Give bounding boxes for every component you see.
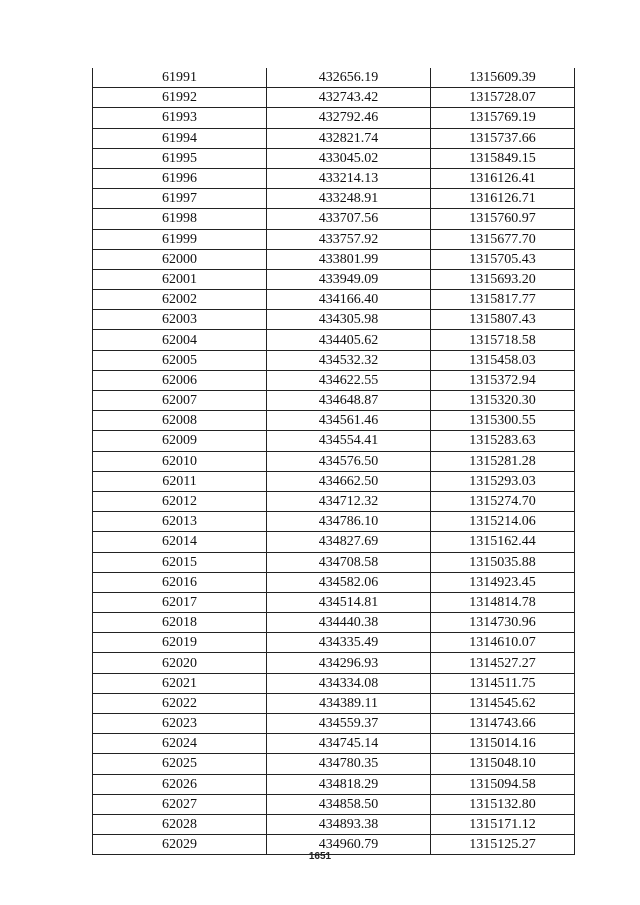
x-coordinate-cell: 434582.06 [267, 572, 431, 592]
table-row [93, 572, 575, 592]
point-id-cell: 62019 [93, 633, 267, 653]
point-id-cell: 62002 [93, 290, 267, 310]
y-coordinate-cell: 1315760.97 [431, 209, 575, 229]
y-coordinate-cell: 1314814.78 [431, 592, 575, 612]
y-coordinate-cell: 1315817.77 [431, 290, 575, 310]
point-id-cell: 61993 [93, 108, 267, 128]
x-coordinate-cell: 433248.91 [267, 189, 431, 209]
point-id-cell: 62028 [93, 814, 267, 834]
table-row [93, 330, 575, 350]
table-row [93, 754, 575, 774]
table-row [93, 613, 575, 633]
y-coordinate-cell: 1314545.62 [431, 693, 575, 713]
table-row [93, 411, 575, 431]
table-row [93, 491, 575, 511]
page-number: 1651 [308, 851, 332, 862]
x-coordinate-cell: 434561.46 [267, 411, 431, 431]
y-coordinate-cell: 1315300.55 [431, 411, 575, 431]
x-coordinate-cell: 432656.19 [267, 68, 431, 88]
x-coordinate-cell: 434389.11 [267, 693, 431, 713]
y-coordinate-cell: 1315372.94 [431, 370, 575, 390]
table-row [93, 391, 575, 411]
y-coordinate-cell: 1315048.10 [431, 754, 575, 774]
y-coordinate-cell: 1316126.71 [431, 189, 575, 209]
y-coordinate-cell: 1315171.12 [431, 814, 575, 834]
table-row [93, 88, 575, 108]
y-coordinate-cell: 1315320.30 [431, 391, 575, 411]
point-id-cell: 62005 [93, 350, 267, 370]
x-coordinate-cell: 434334.08 [267, 673, 431, 693]
y-coordinate-cell: 1315737.66 [431, 128, 575, 148]
y-coordinate-cell: 1314923.45 [431, 572, 575, 592]
table-row [93, 552, 575, 572]
y-coordinate-cell: 1315807.43 [431, 310, 575, 330]
coordinate-table [92, 68, 575, 855]
table-row [93, 774, 575, 794]
table-row [93, 714, 575, 734]
point-id-cell: 61994 [93, 128, 267, 148]
x-coordinate-cell: 434786.10 [267, 512, 431, 532]
point-id-cell: 61995 [93, 148, 267, 168]
y-coordinate-cell: 1315274.70 [431, 491, 575, 511]
x-coordinate-cell: 434662.50 [267, 471, 431, 491]
x-coordinate-cell: 434305.98 [267, 310, 431, 330]
point-id-cell: 61999 [93, 229, 267, 249]
x-coordinate-cell: 432743.42 [267, 88, 431, 108]
point-id-cell: 62021 [93, 673, 267, 693]
point-id-cell: 62013 [93, 512, 267, 532]
table-row [93, 229, 575, 249]
x-coordinate-cell: 434827.69 [267, 532, 431, 552]
point-id-cell: 62008 [93, 411, 267, 431]
y-coordinate-cell: 1315132.80 [431, 794, 575, 814]
table-row [93, 431, 575, 451]
y-coordinate-cell: 1315693.20 [431, 269, 575, 289]
y-coordinate-cell: 1315769.19 [431, 108, 575, 128]
y-coordinate-cell: 1315094.58 [431, 774, 575, 794]
x-coordinate-cell: 434559.37 [267, 714, 431, 734]
point-id-cell: 62003 [93, 310, 267, 330]
x-coordinate-cell: 434532.32 [267, 350, 431, 370]
y-coordinate-cell: 1315283.63 [431, 431, 575, 451]
point-id-cell: 62017 [93, 592, 267, 612]
point-id-cell: 62015 [93, 552, 267, 572]
x-coordinate-cell: 433214.13 [267, 168, 431, 188]
x-coordinate-cell: 434166.40 [267, 290, 431, 310]
x-coordinate-cell: 434858.50 [267, 794, 431, 814]
y-coordinate-cell: 1315035.88 [431, 552, 575, 572]
table-row [93, 249, 575, 269]
point-id-cell: 62009 [93, 431, 267, 451]
table-row [93, 189, 575, 209]
x-coordinate-cell: 433757.92 [267, 229, 431, 249]
point-id-cell: 61998 [93, 209, 267, 229]
coordinate-table-body [93, 68, 575, 855]
point-id-cell: 62020 [93, 653, 267, 673]
x-coordinate-cell: 434335.49 [267, 633, 431, 653]
table-row [93, 68, 575, 88]
table-row [93, 592, 575, 612]
point-id-cell: 62006 [93, 370, 267, 390]
x-coordinate-cell: 434440.38 [267, 613, 431, 633]
x-coordinate-cell: 433949.09 [267, 269, 431, 289]
table-row [93, 673, 575, 693]
x-coordinate-cell: 434818.29 [267, 774, 431, 794]
y-coordinate-cell: 1315293.03 [431, 471, 575, 491]
table-row [93, 209, 575, 229]
x-coordinate-cell: 432792.46 [267, 108, 431, 128]
point-id-cell: 62007 [93, 391, 267, 411]
x-coordinate-cell: 434296.93 [267, 653, 431, 673]
table-row [93, 168, 575, 188]
table-row [93, 451, 575, 471]
point-id-cell: 62026 [93, 774, 267, 794]
y-coordinate-cell: 1314527.27 [431, 653, 575, 673]
y-coordinate-cell: 1314610.07 [431, 633, 575, 653]
table-row [93, 734, 575, 754]
point-id-cell: 62000 [93, 249, 267, 269]
x-coordinate-cell: 434893.38 [267, 814, 431, 834]
y-coordinate-cell: 1316126.41 [431, 168, 575, 188]
point-id-cell: 61991 [93, 68, 267, 88]
point-id-cell: 62010 [93, 451, 267, 471]
x-coordinate-cell: 434745.14 [267, 734, 431, 754]
y-coordinate-cell: 1315849.15 [431, 148, 575, 168]
y-coordinate-cell: 1315014.16 [431, 734, 575, 754]
y-coordinate-cell: 1314743.66 [431, 714, 575, 734]
point-id-cell: 61996 [93, 168, 267, 188]
table-row [93, 290, 575, 310]
x-coordinate-cell: 434405.62 [267, 330, 431, 350]
point-id-cell: 61997 [93, 189, 267, 209]
table-row [93, 128, 575, 148]
table-row [93, 350, 575, 370]
point-id-cell: 62022 [93, 693, 267, 713]
x-coordinate-cell: 434554.41 [267, 431, 431, 451]
y-coordinate-cell: 1314730.96 [431, 613, 575, 633]
y-coordinate-cell: 1315214.06 [431, 512, 575, 532]
point-id-cell: 62001 [93, 269, 267, 289]
x-coordinate-cell: 434708.58 [267, 552, 431, 572]
point-id-cell: 62016 [93, 572, 267, 592]
x-coordinate-cell: 432821.74 [267, 128, 431, 148]
table-row [93, 532, 575, 552]
y-coordinate-cell: 1315705.43 [431, 249, 575, 269]
y-coordinate-cell: 1315677.70 [431, 229, 575, 249]
point-id-cell: 62024 [93, 734, 267, 754]
x-coordinate-cell: 434514.81 [267, 592, 431, 612]
x-coordinate-cell: 434712.32 [267, 491, 431, 511]
point-id-cell: 62012 [93, 491, 267, 511]
point-id-cell: 62025 [93, 754, 267, 774]
y-coordinate-cell: 1315718.58 [431, 330, 575, 350]
table-row [93, 108, 575, 128]
table-row [93, 512, 575, 532]
y-coordinate-cell: 1315125.27 [431, 835, 575, 855]
point-id-cell: 62029 [93, 835, 267, 855]
y-coordinate-cell: 1314511.75 [431, 673, 575, 693]
y-coordinate-cell: 1315281.28 [431, 451, 575, 471]
table-row [93, 653, 575, 673]
x-coordinate-cell: 434780.35 [267, 754, 431, 774]
point-id-cell: 62004 [93, 330, 267, 350]
x-coordinate-cell: 434576.50 [267, 451, 431, 471]
table-row [93, 148, 575, 168]
x-coordinate-cell: 434960.79 [267, 835, 431, 855]
point-id-cell: 62018 [93, 613, 267, 633]
table-row [93, 269, 575, 289]
table-row [93, 633, 575, 653]
x-coordinate-cell: 433801.99 [267, 249, 431, 269]
table-row [93, 693, 575, 713]
y-coordinate-cell: 1315162.44 [431, 532, 575, 552]
table-row [93, 471, 575, 491]
y-coordinate-cell: 1315609.39 [431, 68, 575, 88]
point-id-cell: 62014 [93, 532, 267, 552]
point-id-cell: 62011 [93, 471, 267, 491]
point-id-cell: 61992 [93, 88, 267, 108]
y-coordinate-cell: 1315458.03 [431, 350, 575, 370]
table-row [93, 794, 575, 814]
y-coordinate-cell: 1315728.07 [431, 88, 575, 108]
x-coordinate-cell: 433707.56 [267, 209, 431, 229]
table-row [93, 370, 575, 390]
point-id-cell: 62023 [93, 714, 267, 734]
x-coordinate-cell: 433045.02 [267, 148, 431, 168]
point-id-cell: 62027 [93, 794, 267, 814]
x-coordinate-cell: 434622.55 [267, 370, 431, 390]
table-row [93, 814, 575, 834]
table-row [93, 310, 575, 330]
x-coordinate-cell: 434648.87 [267, 391, 431, 411]
